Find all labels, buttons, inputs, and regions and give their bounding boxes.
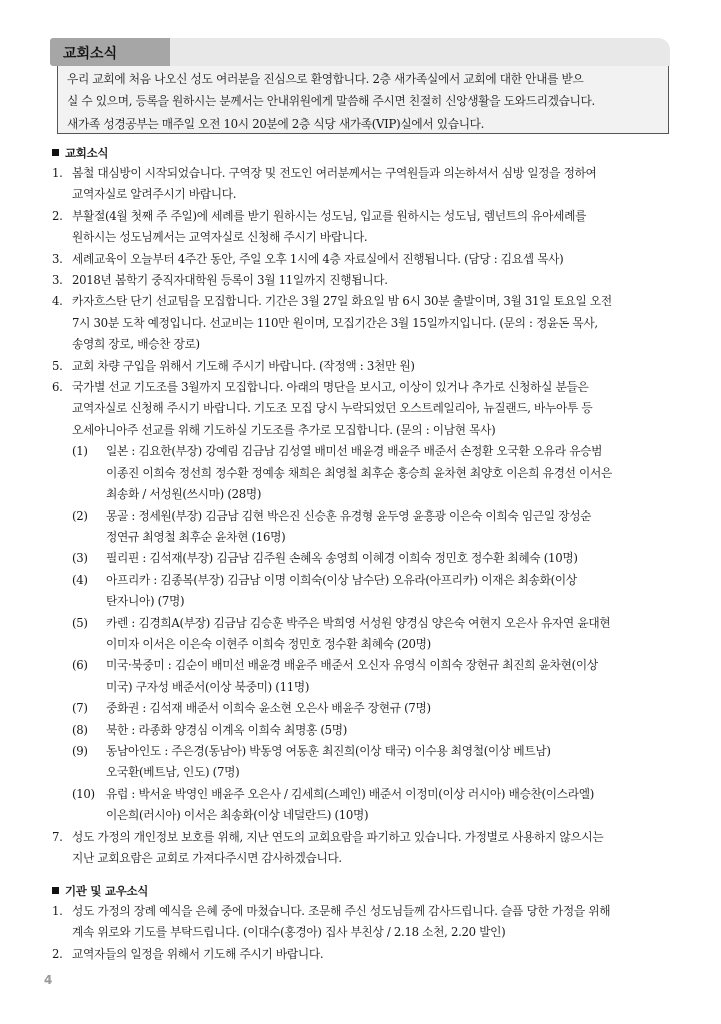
sub-list-item: [72, 784, 682, 827]
sub-item-number: (6): [72, 658, 88, 673]
list-item: [52, 827, 682, 870]
section-heading-text: 기관 및 교우소식: [65, 884, 149, 898]
church-news-section: [52, 144, 682, 869]
item-text-line: 성도 가정의 장례 예식을 은혜 중에 마쳤습니다. 조문해 주신 성도님들께 감사드립니다. 슬픔 당한 가정을 위해: [72, 904, 611, 918]
sub-list-item: [72, 741, 682, 784]
item-text-line: 세례교육이 오늘부터 4주간 동안, 주일 오후 1시에 4층 자료실에서 진행됩니다. (담당 : 김요셉 목사): [72, 251, 564, 266]
sub-list: [72, 441, 682, 826]
sub-list-item: [72, 570, 682, 613]
item-number: 5.: [52, 358, 63, 373]
welcome-line: 실 수 있으며, 등록을 원하시는 분께서는 안내위원에게 말씀해 주시면 친절히 신앙생활을 도와드리겠습니다.: [67, 94, 595, 109]
title-tab-light: [170, 38, 670, 66]
members-news-section: [52, 882, 682, 965]
item-number: 3.: [52, 273, 63, 288]
sub-item-number: (9): [72, 743, 88, 758]
sub-item-text-line: 몽골 : 정세원(부장) 김금남 김현 박은진 신승훈 유경형 윤두영 윤흥광 이은숙 이희숙 임근일 장성순: [106, 508, 592, 523]
item-text-line: 카자흐스탄 단기 선교팀을 모집합니다. 기간은 3월 27일 화요일 밤 6시 30분 출발이며, 3월 31일 토요일 오전: [72, 294, 612, 309]
item-number: 3.: [52, 251, 63, 266]
section-heading: [52, 882, 682, 901]
item-number: 2.: [52, 208, 63, 223]
item-number: 1.: [52, 904, 63, 918]
sub-item-text-line: 미국) 구자성 배준서(이상 북중미) (11명): [106, 679, 310, 694]
section-title-bar: [50, 38, 670, 66]
sub-item-number: (5): [72, 615, 88, 630]
sub-item-text-line: 미국·북중미 : 김순이 배미선 배윤경 배윤주 배준서 오신자 유영식 이희숙 장현규 최진희 윤차현(이상: [106, 658, 598, 673]
sub-item-text-line: 정연규 최영철 최후순 윤차현 (16명): [106, 529, 286, 544]
item-text-line: 2018년 봄학기 중직자대학원 등록이 3월 11일까지 진행됩니다.: [72, 273, 388, 288]
sub-item-text-line: 카렌 : 김경희A(부장) 김금남 김승훈 박주은 박희영 서성원 양경심 양은숙 여현지 오은사 유자연 윤대현: [106, 615, 611, 630]
item-text-line: 교역자실로 신청해 주시기 바랍니다. 기도조 모집 당시 누락되었던 오스트레일리아, 뉴질랜드, 바누아투 등: [72, 401, 593, 416]
sub-list-item: [72, 441, 682, 505]
sub-item-number: (4): [72, 572, 88, 587]
sub-list-item: [72, 698, 682, 719]
sub-item-text-line: 탄자니아) (7명): [106, 594, 185, 609]
sub-list-item: [72, 613, 682, 656]
welcome-line: 새가족 성경공부는 매주일 오전 10시 20분에 2층 식당 새가족(VIP)실에서 있습니다.: [67, 116, 485, 131]
list-item: [52, 249, 682, 270]
sub-item-text-line: 이은희(러시아) 이서은 최송화(이상 네덜란드) (10명): [106, 808, 369, 823]
item-text-line: 봄철 대심방이 시작되었습니다. 구역장 및 전도인 여러분께서는 구역원들과 의논하셔서 심방 일정을 정하여: [72, 166, 597, 180]
item-number: 1.: [52, 166, 63, 180]
sub-item-text-line: 이종진 이희숙 정선희 정수환 정예송 채희은 최영철 최후순 홍승희 윤차현 최양호 이은희 유경선 이서은: [106, 465, 612, 480]
sub-item-text-line: 중화권 : 김석재 배준서 이희숙 윤소현 오은사 배윤주 장현규 (7명): [106, 701, 431, 716]
sub-list-item: [72, 506, 682, 549]
item-text-line: 교회 차량 구입을 위해서 기도해 주시기 바랍니다. (작정액 : 3천만 원): [72, 358, 415, 373]
section-heading: [52, 144, 682, 163]
sub-item-number: (2): [72, 508, 88, 523]
news-list: [52, 901, 682, 965]
square-bullet-icon: [52, 887, 59, 894]
item-text-line: 교역자실로 알려주시기 바랍니다.: [72, 187, 237, 202]
item-text-line: 계속 위로와 기도를 부탁드립니다. (이대수(홍경아) 집사 부친상 / 2.18 소천, 2.20 발인): [72, 925, 506, 940]
square-bullet-icon: [52, 149, 59, 156]
sub-item-text-line: 이미자 이서은 이은숙 이현주 이희숙 정민호 정수환 최혜숙 (20명): [106, 636, 431, 651]
list-item: [52, 377, 682, 827]
item-text-line: 지난 교회요람은 교회로 가져다주시면 감사하겠습니다.: [72, 851, 342, 865]
section-heading-text: 교회소식: [65, 146, 109, 160]
welcome-line: 우리 교회에 처음 나오신 성도 여러분을 진심으로 환영합니다. 2층 새가족실에서 교회에 대한 안내를 받으: [67, 72, 584, 86]
sub-list-item: [72, 548, 682, 569]
list-item: [52, 291, 682, 355]
sub-item-number: (10): [72, 786, 95, 801]
sub-item-number: (8): [72, 722, 88, 737]
item-number: 2.: [52, 946, 63, 961]
sub-item-text-line: 아프리카 : 김종복(부장) 김금남 이명 이희숙(이상 남수단) 오유라(아프리카) 이재은 최송화(이상: [106, 572, 577, 587]
sub-item-text-line: 유럽 : 박서윤 박영인 배윤주 오은사 / 김세희(스페인) 배준서 이정미(이상 러시아) 배승찬(이스라엘): [106, 786, 595, 801]
sub-item-number: (3): [72, 551, 88, 566]
item-text-line: 국가별 선교 기도조를 3월까지 모집합니다. 아래의 명단을 보시고, 이상이 있거나 추가로 신청하실 분들은: [72, 380, 589, 395]
sub-item-text-line: 북한 : 라종화 양경심 이계옥 이희숙 최명홍 (5명): [106, 722, 348, 737]
item-text-line: 교역자들의 일정을 위해서 기도해 주시기 바랍니다.: [72, 946, 324, 961]
sub-item-text-line: 일본 : 김요한(부장) 강예림 김금남 김성열 배미선 배윤경 배윤주 배준서 손정환 오국환 오유라 유승범: [106, 444, 603, 459]
sub-list-item: [72, 720, 682, 741]
page-title: 교회소식: [63, 46, 118, 62]
item-number: 7.: [52, 829, 63, 844]
item-text-line: 7시 30분 도착 예정입니다. 선교비는 110만 원이며, 모집기간은 3월 15일까지입니다. (문의 : 정윤돈 목사,: [72, 315, 598, 330]
list-item: [52, 356, 682, 377]
list-item: [52, 944, 682, 965]
news-list: [52, 163, 682, 869]
sub-list-item: [72, 655, 682, 698]
item-text-line: 송영희 장로, 배승찬 장로): [72, 337, 200, 352]
item-text-line: 오세아니아주 선교를 위해 기도하실 기도조를 추가로 모집합니다. (문의 : 이남현 목사): [72, 422, 496, 437]
sub-item-number: (1): [72, 444, 88, 459]
sub-item-text-line: 오국환(베트남, 인도) (7명): [106, 765, 240, 780]
welcome-box: [57, 66, 669, 134]
page-number: 4: [44, 973, 53, 987]
item-number: 4.: [52, 294, 63, 309]
sub-item-text-line: 동남아인도 : 주은경(동남아) 박동영 여동훈 최진희(이상 태국) 이수용 최영철(이상 베트남): [106, 743, 551, 758]
list-item: [52, 206, 682, 249]
item-text-line: 원하시는 성도님께서는 교역자실로 신청해 주시기 바랍니다.: [72, 230, 368, 245]
sub-item-text-line: 최송화 / 서성원(쓰시마) (28명): [106, 487, 262, 502]
item-number: 6.: [52, 380, 63, 395]
list-item: [52, 901, 682, 944]
sub-item-number: (7): [72, 701, 88, 716]
item-text-line: 성도 가정의 개인정보 보호를 위해, 지난 연도의 교회요람을 파기하고 있습니다. 가정별로 사용하지 않으시는: [72, 829, 604, 844]
list-item: [52, 270, 682, 291]
sub-item-text-line: 필리핀 : 김석재(부장) 김금남 김주원 손혜옥 송영희 이혜경 이희숙 정민호 정수환 최혜숙 (10명): [106, 551, 578, 566]
list-item: [52, 163, 682, 206]
item-text-line: 부활절(4월 첫째 주 주일)에 세례를 받기 원하시는 성도님, 입교를 원하시는 성도님, 렘넌트의 유아세례를: [72, 208, 587, 223]
